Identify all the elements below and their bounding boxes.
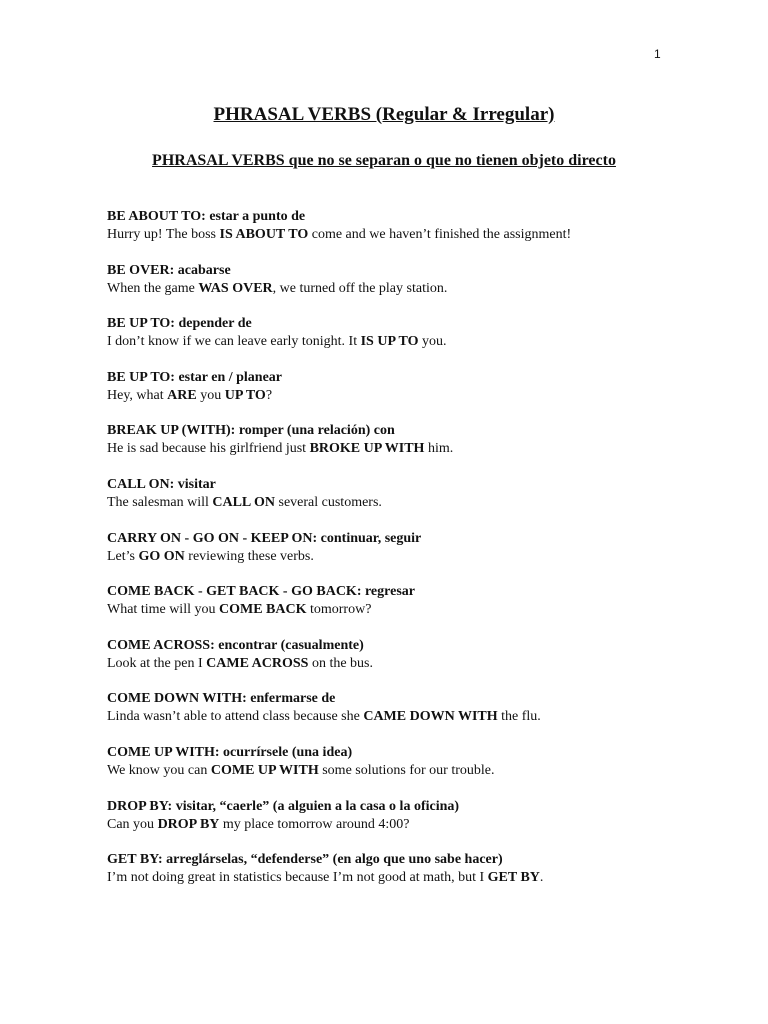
example-text: Hey, what [107,387,168,403]
example-phrasal-verb: IS UP TO [360,334,419,350]
example-sentence [107,226,727,244]
example-sentence [107,869,727,887]
phrasal-verb-entry [107,690,727,744]
example-phrasal-verb: CAME DOWN WITH [363,709,498,725]
example-text: When the game [107,280,199,296]
phrasal-verb-entry [107,637,727,691]
section-subtitle: PHRASAL VERBS que no se separan o que no tienen objeto directo [152,152,616,169]
example-text: Can you [107,816,158,832]
phrasal-verb-heading: CALL ON: visitar [107,476,216,492]
example-text: reviewing these verbs. [184,548,314,564]
example-phrasal-verb: IS ABOUT TO [219,227,309,242]
example-text: Look at the pen I [107,655,207,671]
phrasal-verb-list [107,208,727,905]
example-sentence [107,816,727,834]
example-text: come and we haven’t finished the assignment! [308,227,572,242]
example-phrasal-verb: GET BY [487,870,540,886]
example-text: my place tomorrow around 4:00? [219,816,410,832]
phrasal-verb-heading: BE ABOUT TO: estar a punto de [107,209,306,224]
example-text: Hurry up! The boss [107,227,220,242]
example-text: I don’t know if we can leave early tonight. It [107,334,361,350]
example-text: on the bus. [308,655,373,671]
phrasal-verb-entry [107,476,727,530]
example-text: ? [265,387,273,403]
phrasal-verb-entry [107,422,727,476]
example-sentence [107,601,727,619]
phrasal-verb-heading: COME DOWN WITH: enfermarse de [107,691,336,707]
phrasal-verb-heading: DROP BY: visitar, “caerle” (a alguien a la casa o la oficina) [107,798,460,814]
example-sentence [107,333,727,351]
phrasal-verb-heading: BE UP TO: depender de [107,316,252,332]
example-text: , we turned off the play station. [272,280,448,296]
example-sentence [107,494,727,512]
phrasal-verb-heading: BREAK UP (WITH): romper (una relación) con [107,423,395,439]
phrasal-verb-heading: COME BACK - GET BACK - GO BACK: regresar [107,584,415,600]
example-text: several customers. [275,494,382,510]
phrasal-verb-entry [107,583,727,637]
example-text: you. [418,334,447,350]
example-sentence [107,708,727,726]
phrasal-verb-entry [107,530,727,584]
phrasal-verb-heading: COME ACROSS: encontrar (casualmente) [107,637,364,653]
phrasal-verb-entry [107,744,727,798]
example-text: the flu. [497,709,541,725]
phrasal-verb-heading: GET BY: arreglárselas, “defenderse” (en algo que uno sabe hacer) [107,852,503,868]
phrasal-verb-entry [107,315,727,369]
example-text: I’m not doing great in statistics because I’m not good at math, but I [107,870,488,886]
example-phrasal-verb: BROKE UP WITH [309,441,425,457]
example-text: Let’s [107,548,139,564]
example-sentence [107,655,727,673]
example-phrasal-verb: COME UP WITH [210,762,319,778]
phrasal-verb-heading: BE OVER: acabarse [107,262,231,278]
document-title: PHRASAL VERBS (Regular & Irregular) [213,104,555,125]
example-text: . [539,870,544,886]
example-phrasal-verb: ARE [167,387,197,403]
example-text: him. [424,441,454,457]
example-phrasal-verb: CAME ACROSS [206,655,309,671]
phrasal-verb-heading: CARRY ON - GO ON - KEEP ON: continuar, seguir [107,530,422,546]
example-text: you [196,387,225,403]
example-text: some solutions for our trouble. [318,762,495,778]
page-number: 1 [654,47,661,61]
phrasal-verb-entry [107,798,727,852]
example-phrasal-verb: COME BACK [218,602,307,618]
example-phrasal-verb: WAS OVER [198,280,273,296]
example-text: What time will you [107,602,219,618]
example-sentence [107,548,727,566]
example-phrasal-verb: CALL ON [212,494,275,510]
phrasal-verb-heading: BE UP TO: estar en / planear [107,369,283,385]
example-phrasal-verb: DROP BY [157,816,220,832]
example-sentence [107,762,727,780]
phrasal-verb-entry [107,262,727,316]
example-text: We know you can [107,762,211,778]
phrasal-verb-entry [107,369,727,423]
example-text: He is sad because his girlfriend just [107,441,310,457]
example-text: tomorrow? [306,602,372,618]
example-sentence [107,440,727,458]
phrasal-verb-entry [107,851,727,905]
example-sentence [107,387,727,405]
phrasal-verb-heading: COME UP WITH: ocurrírsele (una idea) [107,744,353,760]
example-phrasal-verb: GO ON [138,548,185,564]
example-text: The salesman will [107,494,213,510]
example-phrasal-verb: UP TO [224,387,266,403]
phrasal-verb-entry [107,208,727,262]
example-text: Linda wasn’t able to attend class because she [107,709,364,725]
example-sentence [107,280,727,298]
